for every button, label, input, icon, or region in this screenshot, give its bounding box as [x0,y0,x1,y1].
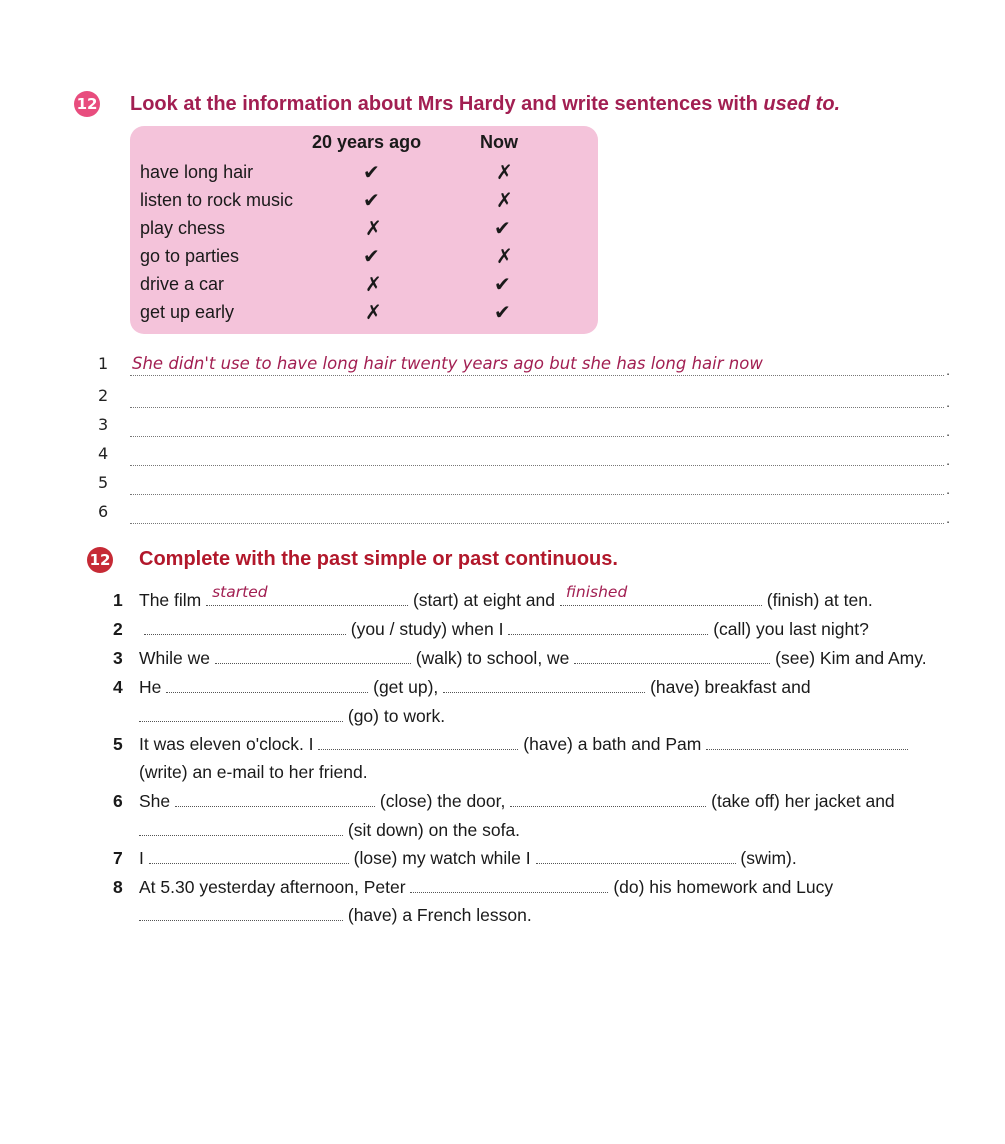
dotted-line [130,523,944,524]
item-text: I [139,848,144,868]
then-mark-icon: ✔ [363,188,380,212]
answer-blank[interactable] [574,647,770,664]
exercise-item [113,846,797,870]
item-text: (have) breakfast and [650,677,811,697]
now-mark-icon: ✔ [494,300,511,324]
item-text: While we [139,648,210,668]
activity-label: get up early [140,302,235,322]
item-text: At 5.30 yesterday afternoon, Peter [139,877,406,897]
column-header-now: Now [480,132,518,152]
answer-line[interactable] [98,413,950,441]
answer-blank[interactable] [410,876,608,893]
exercise-item-continued [139,704,445,728]
activity-label: drive a car [140,274,225,294]
then-mark-icon: ✔ [363,160,380,184]
info-table [130,126,598,334]
exercise-number-badge: 12 [87,547,113,573]
item-text: (sit down) on the sofa. [347,820,521,840]
line-number: 1 [98,354,109,373]
item-text: It was eleven o'clock. I [139,734,314,754]
item-text: (do) his homework and Lucy [613,877,834,897]
line-end: . [946,423,950,439]
table-row [130,298,598,326]
answer-line[interactable] [98,500,950,528]
item-number: 5 [113,734,123,754]
exercise-item [113,675,811,699]
answer-line[interactable] [98,352,950,380]
answer-blank[interactable] [139,904,343,921]
now-mark-icon: ✗ [496,244,513,268]
item-text: (lose) my watch while I [353,848,531,868]
exercise-1-title-text: Look at the information about Mrs Hardy and write sentences with [130,93,764,115]
exercise-item-continued [139,760,368,784]
column-header-then: 20 years ago [312,132,422,152]
dotted-line [130,407,944,408]
exercise-item [113,732,908,756]
exercise-item [113,646,927,670]
item-text: (have) a bath and Pam [523,734,702,754]
answer-blank[interactable] [560,583,762,606]
activity-label: have long hair [140,162,254,182]
answer-blank[interactable] [139,705,343,722]
exercise-item-continued [139,903,532,927]
then-mark-icon: ✔ [363,244,380,268]
exercise-item [113,789,895,813]
answer-line[interactable] [98,442,950,470]
line-number: 2 [98,386,109,405]
table-row [130,214,598,242]
activity-label: go to parties [140,246,240,266]
line-end: . [946,452,950,468]
item-number: 2 [113,619,123,639]
item-text: (take off) her jacket and [711,791,895,811]
line-end: . [946,362,950,378]
answer-blank[interactable] [206,583,408,606]
now-mark-icon: ✔ [494,272,511,296]
item-number: 1 [113,590,123,610]
line-number: 4 [98,444,109,463]
table-row [130,270,598,298]
answer-blank[interactable] [706,733,908,750]
answer-blank[interactable] [536,847,736,864]
answer-line[interactable] [98,471,950,499]
answer-blank[interactable] [144,618,346,635]
item-number: 3 [113,648,123,668]
item-number: 8 [113,877,123,897]
answer-blank[interactable] [149,847,349,864]
exercise-1-title-emphasis: used to. [763,93,841,115]
item-number: 4 [113,677,123,697]
item-text: She [139,791,171,811]
item-text: (write) an e-mail to her friend. [139,762,368,782]
exercise-item [113,875,833,899]
line-end: . [946,510,950,526]
answer-blank[interactable] [443,676,645,693]
line-number: 5 [98,473,109,492]
dotted-line [130,494,944,495]
dotted-line [130,375,944,376]
item-text: (go) to work. [347,706,446,726]
answer-blank[interactable] [508,618,708,635]
item-text: (finish) at ten. [766,590,873,610]
exercise-item [113,617,869,641]
item-text: (swim). [740,848,797,868]
filled-answer: finished [565,583,628,601]
exercise-1-title [130,93,840,116]
table-row [130,186,598,214]
table-row [130,158,598,186]
activity-label: listen to rock music [140,190,294,210]
item-text: (close) the door, [379,791,506,811]
exercise-2-title: Complete with the past simple or past continuous. [139,548,618,570]
answer-blank[interactable] [318,733,518,750]
then-mark-icon: ✗ [365,300,382,324]
item-text: He [139,677,162,697]
item-text: (walk) to school, we [415,648,570,668]
item-number: 7 [113,848,123,868]
dotted-line [130,465,944,466]
then-mark-icon: ✗ [365,272,382,296]
item-number: 6 [113,791,123,811]
then-mark-icon: ✗ [365,216,382,240]
answer-blank[interactable] [175,790,375,807]
now-mark-icon: ✗ [496,188,513,212]
line-number: 6 [98,502,109,521]
now-mark-icon: ✔ [494,216,511,240]
item-text: (start) at eight and [412,590,556,610]
answer-blank[interactable] [166,676,368,693]
table-row [130,242,598,270]
now-mark-icon: ✗ [496,160,513,184]
item-text: (get up), [373,677,439,697]
item-text: (you / study) when I [350,619,504,639]
exercise-number-badge: 12 [74,91,100,117]
line-end: . [946,394,950,410]
answer-blank[interactable] [510,790,706,807]
line-number: 3 [98,415,109,434]
exercise-item-continued [139,818,520,842]
activity-label: play chess [140,218,226,238]
item-text: (see) Kim and Amy. [775,648,927,668]
answer-blank[interactable] [139,819,343,836]
answer-blank[interactable] [215,647,411,664]
answer-line[interactable] [98,384,950,412]
item-text: (have) a French lesson. [347,905,532,925]
line-end: . [946,481,950,497]
filled-answer: started [212,583,268,601]
exercise-item [113,583,873,612]
item-text: The film [139,590,202,610]
written-answer: She didn't use to have long hair twenty years ago but she has long hair now [132,354,763,373]
dotted-line [130,436,944,437]
item-text: (call) you last night? [713,619,869,639]
